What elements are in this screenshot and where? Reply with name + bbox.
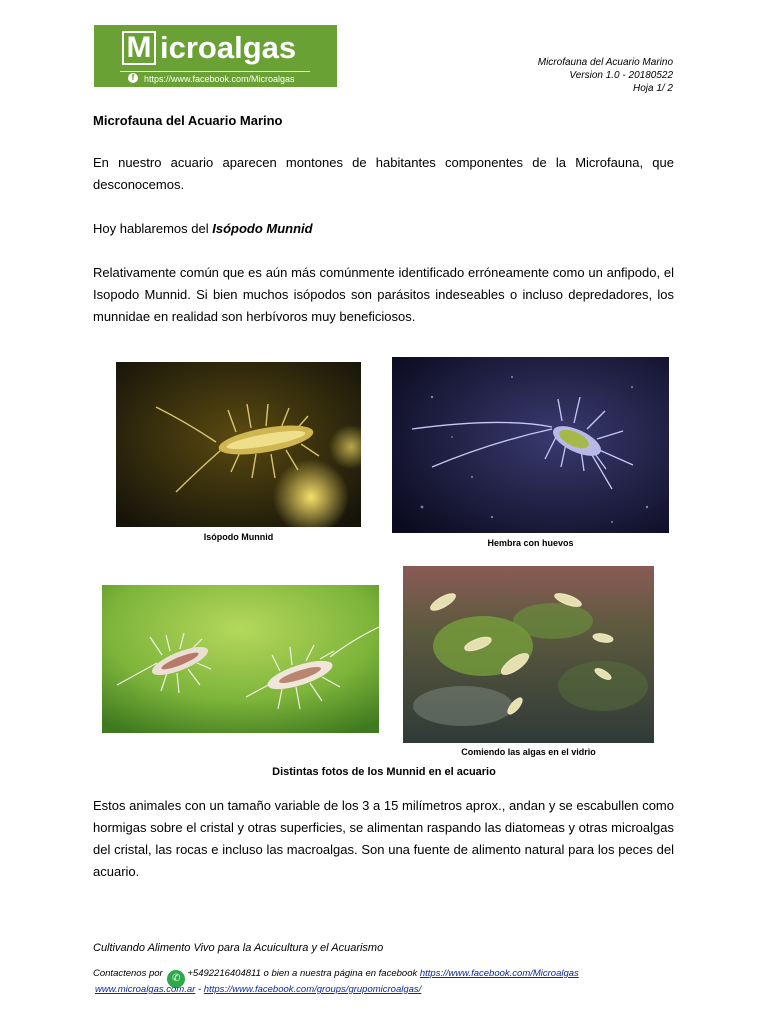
logo-facebook-url: https://www.facebook.com/Microalgas xyxy=(144,74,295,84)
document-title: Microfauna del Acuario Marino xyxy=(93,113,283,128)
paragraph-description: Relativamente común que es aún más comúnmente identificado erróneamente como un anfipodo, el Isopodo Munnid. Si bien muchos isópodos son parásitos indeseables o incluso depredadores, los munnidae en realidad son herbívoros muy beneficiosos. xyxy=(93,265,674,324)
page-header xyxy=(538,56,673,95)
facebook-link[interactable]: https://www.facebook.com/Microalgas xyxy=(419,968,579,979)
contact-phone: +5492216404811 o bien a nuestra página en facebook xyxy=(187,968,418,979)
caption-photo-4: Comiendo las algas en el vidrio xyxy=(461,747,596,757)
topic-prefix: Hoy hablaremos del xyxy=(93,221,213,236)
topic-name: Isópodo Munnid xyxy=(212,221,313,236)
photo-hembra-con-huevos xyxy=(392,357,669,533)
header-page: Hoja 1/ 2 xyxy=(632,83,673,94)
paragraph-intro: En nuestro acuario aparecen montones de habitantes componentes de la Microfauna, que desconocemos. xyxy=(93,155,674,192)
logo-word: icroalgas xyxy=(160,30,297,65)
figure-caption: Distintas fotos de los Munnid en el acuario xyxy=(272,766,496,778)
facebook-icon: f xyxy=(128,73,138,83)
photo-isopodo-munnid xyxy=(116,362,361,527)
paragraph-details: Estos animales con un tamaño variable de los 3 a 15 milímetros aprox., andan y se escabullen como hormigas sobre el cristal y otras superficies, se alimentan raspando las diatomeas y otras microalgas del cristal, las rocas e incluso las macroalgas. Son una fuente de alimento natural para los peces del acuario. xyxy=(93,798,674,879)
logo-letter: M xyxy=(122,31,156,65)
logo-divider xyxy=(120,71,310,72)
paragraph-topic xyxy=(93,218,674,240)
footer-links xyxy=(95,984,421,995)
photo-dos-munnid xyxy=(102,585,379,733)
microalgas-logo xyxy=(94,25,337,87)
footer-tagline: Cultivando Alimento Vivo para la Acuicultura y el Acuarismo xyxy=(93,942,384,954)
footer-separator: - xyxy=(195,984,204,995)
header-doc-title: Microfauna del Acuario Marino xyxy=(537,57,673,68)
caption-photo-2: Hembra con huevos xyxy=(487,538,574,548)
caption-photo-1: Isópodo Munnid xyxy=(203,532,274,542)
header-version: Version 1.0 - 20180522 xyxy=(569,70,673,81)
whatsapp-icon: ✆ xyxy=(167,970,185,988)
website-link[interactable]: www.microalgas.com.ar xyxy=(95,984,196,995)
facebook-group-link[interactable]: https://www.facebook.com/groups/grupomicroalgas/ xyxy=(203,984,422,995)
photo-comiendo-algas xyxy=(403,566,654,743)
contact-prefix: Contactenos por xyxy=(93,968,163,979)
